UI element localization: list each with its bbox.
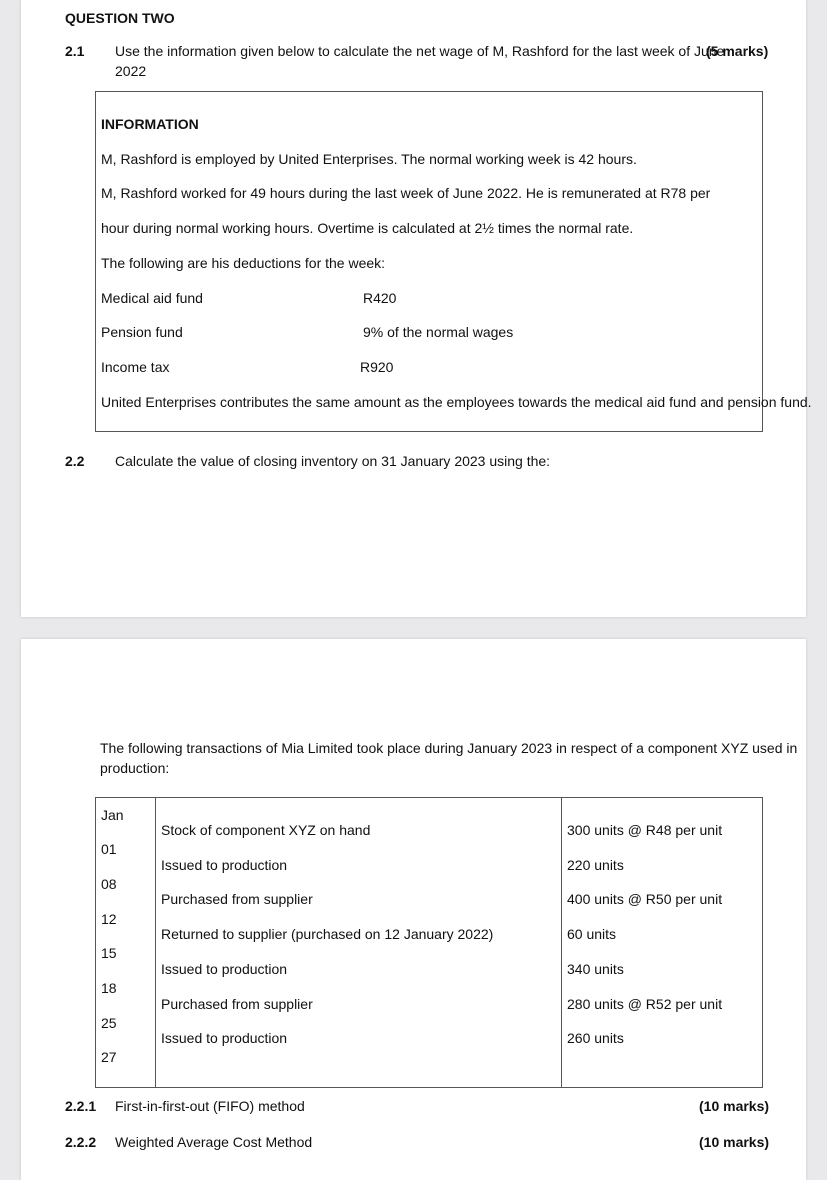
question-2-2-2-text: Weighted Average Cost Method — [115, 1134, 313, 1150]
question-2-1-text-line2: 2022 — [115, 63, 147, 79]
information-box — [95, 91, 812, 432]
transaction-description: Returned to supplier (purchased on 12 January 2022) — [161, 926, 494, 942]
question-2-1-marks: (5 marks) — [706, 43, 769, 59]
question-number-2-2-2: 2.2.2 — [65, 1134, 97, 1150]
information-line: The following are his deductions for the week: — [101, 255, 386, 271]
question-number-2-1: 2.1 — [65, 43, 85, 59]
transaction-detail: 60 units — [567, 926, 617, 942]
table-divider — [561, 798, 562, 1087]
day-label: 08 — [101, 876, 117, 892]
transactions-intro-line2: production: — [100, 760, 170, 776]
transaction-detail: 280 units @ R52 per unit — [567, 996, 723, 1012]
transactions-table — [95, 797, 763, 1088]
transaction-description: Purchased from supplier — [161, 891, 313, 907]
day-label: 27 — [101, 1049, 117, 1065]
day-label: 12 — [101, 911, 117, 927]
deduction-value: R420 — [363, 290, 397, 306]
transaction-description: Issued to production — [161, 1030, 288, 1046]
question-2-2-text: Calculate the value of closing inventory on 31 January 2023 using the: — [115, 453, 551, 469]
transaction-description: Purchased from supplier — [161, 996, 313, 1012]
deduction-label: Medical aid fund — [101, 290, 203, 306]
question-2-2-1-text: First-in-first-out (FIFO) method — [115, 1098, 305, 1114]
deduction-label: Pension fund — [101, 324, 183, 340]
transaction-description: Issued to production — [161, 961, 288, 977]
question-2-2-2-marks: (10 marks) — [699, 1134, 770, 1150]
question-number-2-2: 2.2 — [65, 453, 85, 469]
transaction-detail: 300 units @ R48 per unit — [567, 822, 723, 838]
table-divider — [155, 798, 156, 1087]
transaction-detail: 340 units — [567, 961, 624, 977]
question-heading: QUESTION TWO — [65, 10, 175, 26]
question-2-2-1-marks: (10 marks) — [699, 1098, 770, 1114]
deduction-value: 9% of the normal wages — [363, 324, 514, 340]
day-label: 01 — [101, 841, 117, 857]
day-label: 15 — [101, 945, 117, 961]
deduction-value: R920 — [360, 359, 394, 375]
deduction-label: Income tax — [101, 359, 170, 375]
information-line: hour during normal working hours. Overtime is calculated at 2½ times the normal rate. — [101, 220, 634, 236]
transaction-detail: 400 units @ R50 per unit — [567, 891, 723, 907]
document-page-1 — [21, 0, 812, 617]
transaction-detail: 260 units — [567, 1030, 624, 1046]
document-page-2 — [21, 639, 806, 1180]
question-number-2-2-1: 2.2.1 — [65, 1098, 97, 1114]
day-label: 18 — [101, 980, 117, 996]
transaction-description: Stock of component XYZ on hand — [161, 822, 371, 838]
question-2-1-text-line1: Use the information given below to calculate the net wage of M, Rashford for the last week of June — [115, 43, 725, 59]
day-label: 25 — [101, 1015, 117, 1031]
month-label: Jan — [101, 807, 124, 823]
transaction-description: Issued to production — [161, 857, 288, 873]
information-line: M, Rashford worked for 49 hours during the last week of June 2022. He is remunerated at R78 per — [101, 185, 711, 201]
information-footer: United Enterprises contributes the same amount as the employees towards the medical aid fund and pension fund. — [101, 394, 812, 410]
transaction-detail: 220 units — [567, 857, 624, 873]
information-title: INFORMATION — [101, 116, 199, 132]
transactions-intro-line1: The following transactions of Mia Limited took place during January 2023 in respect of a component XYZ used in — [100, 740, 798, 756]
information-line: M, Rashford is employed by United Enterprises. The normal working week is 42 hours. — [101, 151, 637, 167]
